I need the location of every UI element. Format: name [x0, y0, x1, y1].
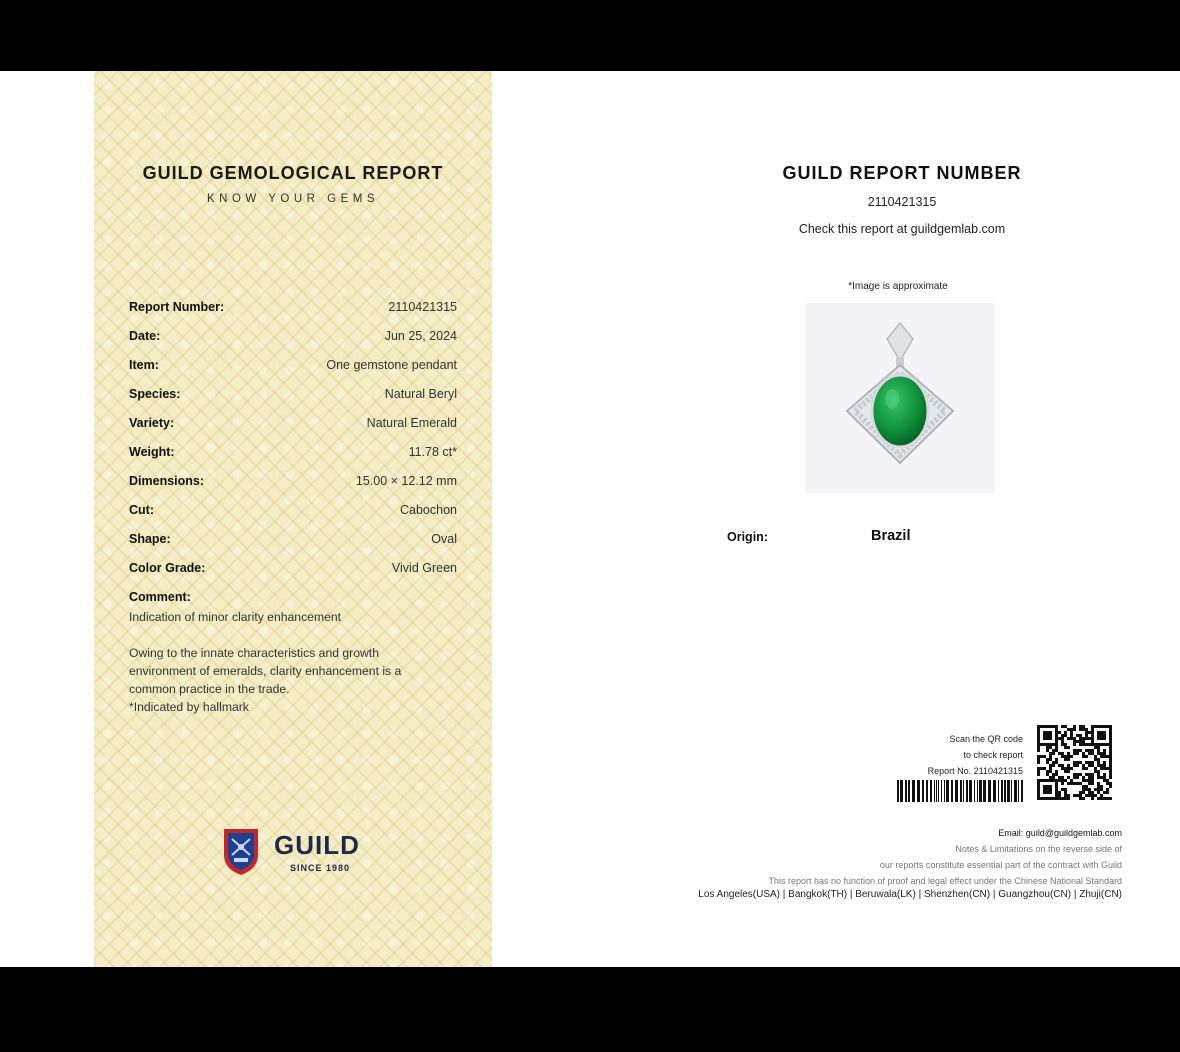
lab-locations: Los Angeles(USA) | Bangkok(TH) | Beruwala(LK) | Shenzhen(CN) | Guangzhou(CN) | Zhuji(CN)	[698, 889, 1122, 900]
footer-note: our reports constitute essential part of the contract with Guild	[879, 860, 1122, 870]
field-label: Species:	[129, 387, 181, 401]
emerald-pendant-image	[805, 303, 995, 493]
note-line: Owing to the innate characteristics and growth	[129, 646, 379, 660]
scan-line: Scan the QR code	[949, 734, 1023, 744]
origin-value: Brazil	[871, 528, 911, 544]
field-value: 2110421315	[388, 300, 457, 314]
qr-instructions	[880, 731, 1023, 779]
report-number-value: 2110421315	[867, 195, 937, 209]
field-value: One gemstone pendant	[326, 358, 457, 372]
field-label: Cut:	[129, 503, 154, 517]
field-item	[129, 357, 457, 386]
field-label: Report Number:	[129, 300, 225, 314]
field-value: Cabochon	[400, 503, 457, 517]
report-fields	[129, 299, 457, 589]
field-value: Vivid Green	[391, 561, 457, 575]
contact-email[interactable]: Email: guild@guildgemlab.com	[998, 828, 1122, 838]
field-value: Natural Beryl	[384, 387, 457, 401]
field-value: Oval	[431, 532, 457, 546]
origin-label: Origin:	[727, 530, 768, 544]
field-label: Dimensions:	[129, 474, 205, 488]
enhancement-note	[129, 644, 459, 716]
field-label: Color Grade:	[129, 561, 206, 575]
field-species	[129, 386, 457, 415]
scan-line: to check report	[963, 750, 1023, 760]
field-weight	[129, 444, 457, 473]
field-label: Date:	[129, 329, 161, 343]
field-shape	[129, 531, 457, 560]
field-label: Shape:	[129, 532, 171, 546]
field-label: Item:	[129, 358, 159, 372]
field-label: Variety:	[129, 416, 175, 430]
footer-note: Notes & Limitations on the reverse side of	[955, 844, 1122, 854]
note-line: environment of emeralds, clarity enhancement is a	[129, 664, 402, 678]
report-tagline: KNOW YOUR GEMS	[206, 193, 380, 205]
field-value: 11.78 ct*	[408, 445, 457, 459]
field-value: 15.00 × 12.12 mm	[355, 474, 457, 488]
field-report-number	[129, 299, 457, 328]
legal-footer	[768, 825, 1122, 889]
comment-label: Comment:	[129, 590, 191, 604]
scan-line: Report No. 2110421315	[927, 766, 1023, 776]
field-dimensions	[129, 473, 457, 502]
pendant-icon	[805, 303, 995, 493]
report-title: GUILD GEMOLOGICAL REPORT	[142, 163, 444, 183]
field-label: Weight:	[129, 445, 175, 459]
note-line: common practice in the trade.	[129, 682, 290, 696]
logo-since: SINCE 1980	[290, 863, 351, 873]
gemological-report-panel	[94, 71, 492, 967]
field-cut	[129, 502, 457, 531]
field-variety	[129, 415, 457, 444]
field-date	[129, 328, 457, 357]
guild-logo	[222, 825, 382, 881]
note-line: *Indicated by hallmark	[129, 700, 249, 714]
barcode-icon	[897, 780, 1025, 802]
qr-code-icon[interactable]	[1034, 723, 1116, 801]
report-number-title: GUILD REPORT NUMBER	[782, 163, 1022, 183]
footer-note: This report has no function of proof and legal effect under the Chinese National Standard	[768, 876, 1122, 886]
field-value: Natural Emerald	[366, 416, 457, 430]
field-color-grade	[129, 560, 457, 589]
image-caption: *Image is approximate	[848, 281, 948, 292]
comment-text: Indication of minor clarity enhancement	[129, 610, 342, 624]
guild-shield-icon	[222, 825, 260, 877]
logo-wordmark: GUILD	[274, 830, 360, 860]
verify-link-text: Check this report at guildgemlab.com	[798, 222, 1006, 236]
field-value: Jun 25, 2024	[384, 329, 457, 343]
report-sheet	[0, 71, 1180, 967]
